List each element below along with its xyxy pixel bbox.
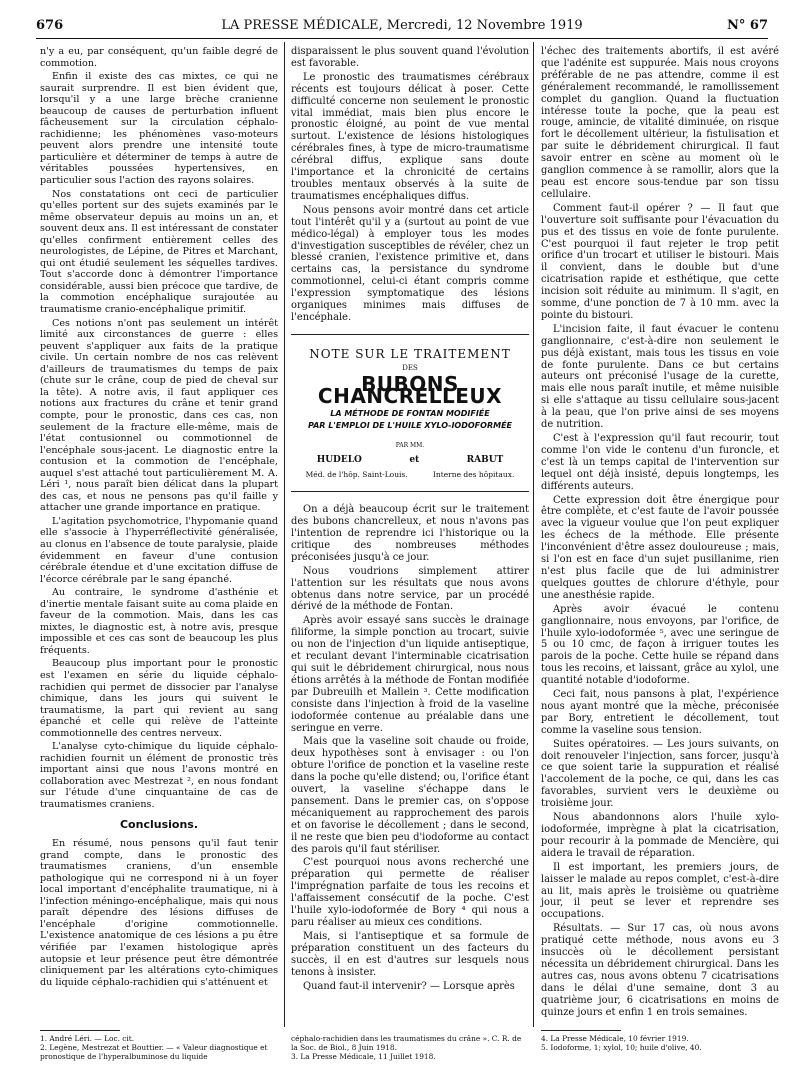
affiliations [293,469,527,481]
paragraph: Mais, si l'antiseptique et sa formule de préparation constituent un des facteurs du succès, il en est d'autres sur lesquels nous tenons à insister. [291,930,529,978]
paragraph: L'agitation psychomotrice, l'hypomanie quand elle s'associe à l'hyperréflectivité généralisée, au clonus en l'absence de toute paralysie, plaide évidemment en faveur d'une contusion cérébrale étendue et d'une excitation diffuse de l'écorce cérébrale par le sang épanché. [40,515,278,585]
paragraph: Il est important, les premiers jours, de laisser le malade au repos complet, c'est-à-dire au lit, mais après le troisième ou quatrième jour, il peut se lever et reprendre ses occupations. [541,861,779,921]
affiliation: Interne des hôpitaux. [432,470,515,480]
column-right [541,46,779,1021]
footnotes-middle [291,1030,529,1061]
issue-number: N° 67 [727,18,768,33]
paragraph: L'analyse cyto-chimique du liquide céphalo-rachidien fournit un élément de pronostic très important ainsi que nous l'avons montré en collaboration avec Mestrezat ², en nous fondant sur l'étude d'une cinquantaine de cas de traumatismes craniens. [40,741,278,810]
paragraph: Au contraire, le syndrome d'asthénie et d'inertie mentale faisant suite au coma plaide en faveur de la commotion. Mais, dans les cas mixtes, le diagnostic est, à notre avis, presque impossible et ces cas sont de beaucoup les plus fréquents. [40,587,278,656]
article-title-line: DES [402,363,418,372]
article-title-block [291,334,529,492]
paragraph: C'est à l'expression qu'il faut recourir, tout comme l'on vide le contenu d'un furoncle, et c'est là un temps capital de l'intervention sur lequel ont déjà insisté, depuis longtemps, les différents auteurs. [541,433,779,492]
footnote: 3. La Presse Médicale, 11 Juillet 1918. [291,1052,436,1061]
footnotes-right [541,1030,779,1052]
column-left [40,46,278,990]
journal-title: LA PRESSE MÉDICALE, Mercredi, 12 Novembre 1919 [221,18,583,33]
paragraph: En résumé, nous pensons qu'il faut tenir grand compte, dans le pronostic des traumatismes craniens, d'un ensemble pathologique qui ne correspond ni à un foyer local important d'encéphalite traumatique, ni à l'infection méningo-encéphalique, mais qui nous paraît dépendre des lésions diffuses de l'encéphale d'origine commotionnelle. L'existence anatomique de ces lésions a pu être vérifiée par l'examen histologique après autopsie et leur présence peut être démontrée cliniquement par les altérations cyto-chimiques du liquide céphalo-rachidien qui s'atténuent et [40,838,278,988]
author-name: RABUT [466,455,504,466]
paragraph: Cette expression doit être énergique pour être complète, et c'est faute de l'avoir poussée avec la vigueur voulue que l'on peut expliquer les échecs de la méthode. Elle présente l'inconvénient d'être assez douloureuse ; mais, si l'on est en face d'un sujet pusillanime, rien n'est plus facile que de lui administrer quelques gouttes de chlorure d'éthyle, pour une anesthésie rapide. [541,494,779,601]
footnote: 1. André Léri. — Loc. cit. [40,1034,135,1043]
paragraph: Beaucoup plus important pour le pronostic est l'examen en série du liquide céphalo-rachidien qui permet de dissocier par l'analyse chimique, dans les jours qui suivent le traumatisme, la part qui revient au sang épanché et celle qui relève de l'atteinte commotionnelle des centres nerveux. [40,658,278,739]
article-subtitle: PAR L'EMPLOI DE L'HUILE XYLO-IODOFORMÉE [307,421,512,431]
footnote: 5. Iodoforme, 1; xylol, 10; huile d'olive, 40. [541,1043,702,1052]
column-divider [284,42,285,1027]
paragraph: Comment faut-il opérer ? — Il faut que l'ouverture soit suffisante pour l'évacuation du pus et des tissus en voie de fonte purulente. C'est pourquoi il faut rejeter le trop petit orifice d'un trocart et utiliser le bistouri. Mais il convient, dans le double but d'une cicatrisation rapide et esthétique, que cette incision soit réduite au minimum. Il s'agit, en somme, d'une ponction de 7 à 10 mm. avec la pointe du bistouri. [541,202,779,321]
author-name: HUDELO [316,455,362,466]
authors [293,455,527,467]
footnote-rule [541,1030,621,1031]
affiliation: Méd. de l'hôp. Saint-Louis. [305,470,408,480]
column-middle [291,46,529,994]
author-conjunction: et [409,455,420,466]
paragraph: Ces notions n'ont pas seulement un intérêt limité aux circonstances de guerre : elles peuvent s'appliquer aux faits de la pratique civile. Un certain nombre de nos cas relèvent d'ailleurs de traumatismes du temps de paix (chute sur le crâne, coup de pied de cheval sur la tête). A notre avis, il faut appliquer ces notions aux fractures du crâne et tenir grand compte, pour le pronostic, dans ces cas, non seulement de la fracture elle-même, mais de l'état contusionnel ou commotionnel de l'encéphale sous-jacent. Le diagnostic entre la contusion et la commotion de l'encéphale, auquel s'est attaché tout particulièrement M. A. Léri ¹, nous paraît bien délicat dans la plupart des cas, et nous ne pensons pas qu'il faille y attacher une grande importance en pratique. [40,317,278,514]
article-title-main: BUBONS CHANCRELLEUX [317,371,503,408]
paragraph: Nous voudrions simplement attirer l'attention sur les résultats que nous avons obtenus dans notre service, par un procédé dérivé de la méthode de Fontan. [291,565,529,613]
paragraph: L'incision faite, il faut évacuer le contenu ganglionnaire, c'est-à-dire non seulement le pus déjà existant, mais tous les tissus en voie de fonte purulente. Dans ce but certains auteurs ont préconisé l'usage de la curette, mais elle nous paraît inutile, et même nuisible si elle s'attaque au tissu cellulaire sous-jacent à la peau, que l'on prive ainsi de ses moyens de nutrition. [541,323,779,431]
footnote: 4. La Presse Médicale, 10 février 1919. [541,1034,689,1043]
paragraph: Après avoir essayé sans succès le drainage filiforme, la simple ponction au trocart, suivie ou non de l'injection d'un liquide antiseptique, et reculant devant l'interminable cicatrisation qui suit le débridement chirurgical, nous nous étions arrêtés à la méthode de Fontan modifiée par Dubreuilh et Mallein ³. Cette modification consiste dans l'injection à froid de la vaseline iodoformée contenue au préalable dans une seringue en verre. [291,615,529,734]
footnotes-left [40,1030,278,1061]
paragraph: Quand faut-il intervenir? — Lorsque après [303,980,515,992]
paragraph: Nous pensons avoir montré dans cet article tout l'intérêt qu'il y a (surtout au point de vue médico-légal) à employer tous les modes d'investigation susceptibles de révéler, chez un blessé cranien, l'existence primitive et, dans certains cas, la persistance du syndrome commotionnel, celui-ci étant compris comme l'expression symptomatique des lésions organiques minimes mais diffuses de l'encéphale. [291,204,529,323]
paragraph: Nos constatations ont ceci de particulier qu'elles portent sur des sujets examinés par le même observateur depuis au moins un an, et souvent deux ans. Il est intéressant de constater qu'elles confirment entièrement celles des neurologistes, de Lépine, de Pitres et Marchant, qui ont étudié seulement les séquelles tardives. Tout s'accorde donc à démontrer l'importance considérable, aussi bien précoce que tardive, de la commotion encéphalique surajoutée au traumatisme cranio-encéphalique primitif. [40,188,278,316]
paragraph: Résultats. — Sur 17 cas, où nous avons pratiqué cette méthode, nous avons eu 3 insuccès où le décollement persistant nécessita un débridement chirurgical. Dans les autres cas, nous avons obtenu 7 cicatrisations dans le délai d'une semaine, dont 3 au quatrième jour, 6 cicatrisations en moins de quinze jours et enfin 1 en trois semaines. [541,923,779,1018]
article-title-line: NOTE SUR LE TRAITEMENT [309,346,511,361]
page-number: 676 [36,18,64,33]
article-subtitle: LA MÉTHODE DE FONTAN MODIFIÉE [330,409,490,419]
paragraph: Enfin il existe des cas mixtes, ce qui ne saurait surprendre. Il est bien évident que, lorsqu'il y a une large brèche cranienne beaucoup de causes de perturbation influent fâcheusement sur la circulation céphalo-rachidienne; les phénomènes vaso-moteurs peuvent alors prendre une intensité toute particulière et déterminer de temps à autre de véritables poussées hypertensives, en particulier sous l'action des rayons solaires. [40,71,278,187]
footnote: céphalo-rachidien dans les traumatismes du crâne ». C. R. de la Soc. de Biol., 8 Juin 1918. [291,1034,522,1052]
paragraph: disparaissent le plus souvent quand l'évolution est favorable. [291,46,529,69]
paragraph: Suites opératoires. — Les jours suivants, on doit renouveler l'injection, sans forcer, jusqu'à ce que soient tarie la suppuration et réalisé l'accolement de la poche, ce qui, dans les cas favorables, survient vers le deuxième ou troisième jour. [541,738,779,810]
page-header [36,16,768,39]
paragraph: Après avoir évacué le contenu ganglionnaire, nous envoyons, par l'orifice, de l'huile xylo-iodoformée ⁵, avec une seringue de 5 ou 10 cmc, de façon à irriguer toutes les parois de la poche. Cette huile se répand dans tous les recoins, et laissant, grâce au xylol, une quantité notable d'iodoforme. [541,603,779,687]
column-divider [533,42,534,1027]
footnote-rule [40,1030,120,1031]
paragraph: C'est pourquoi nous avons recherché une préparation qui permette de réaliser l'imprégnation parfaite de tous les recoins et l'affaissement consécutif de la poche. C'est l'huile xylo-iodoformée de Bory ⁴ qui nous a paru réaliser au mieux ces conditions. [291,857,529,928]
paragraph: Ceci fait, nous pansons à plat, l'expérience nous ayant montré que la mèche, préconisée par Bory, entretient le décollement, tout comme la vaseline sous tension. [541,689,779,736]
paragraph: n'y a eu, par conséquent, qu'un faible degré de commotion. [40,46,278,69]
section-heading-conclusions: Conclusions. [119,817,198,831]
byline-par: PAR MM. [395,442,425,450]
paragraph: On a déjà beaucoup écrit sur le traitement des bubons chancrelleux, et nous n'avons pas l'intention de reprendre ici l'historique ou la critique des nombreuses méthodes préconisées jusqu'à ce jour. [291,504,529,563]
paragraph: l'échec des traitements abortifs, il est avéré que l'adénite est suppurée. Mais nous croyons préférable de ne pas attendre, comme il est généralement recommandé, le ramollissement complet du ganglion. Quand la fluctuation intéresse toute la poche, que la peau est rouge, amincie, de vitalité diminuée, on risque fort le décollement ultérieur, la fistulisation et par suite le débridement chirurgical. Il faut savoir entrer en scène au moment où le ganglion commence à se ramollir, alors que la peau est encore sous-tendue par son tissu cellulaire. [541,46,779,200]
paragraph: Mais que la vaseline soit chaude ou froide, deux hypothèses sont à envisager : ou l'on obture l'orifice de ponction et la vaseline reste dans la poche qu'elle distend; ou, l'orifice étant ouvert, la vaseline s'échappe dans le pansement. Dans le premier cas, on s'oppose mécaniquement au rapprochement des parois et on favorise le décollement ; dans le second, il ne reste que bien peu d'iodoforme au contact des parois qu'il faut stériliser. [291,736,529,855]
paragraph: Le pronostic des traumatismes cérébraux récents est toujours délicat à poser. Cette difficulté concerne non seulement le pronostic vital immédiat, mais bien plus encore le pronostic éloigné, au point de vue mental surtout. L'existence de lésions histologiques cérébrales fines, à type de micro-traumatisme cérébral diffus, explique sans doute l'importance et la chronicité de certains troubles mentaux observés à la suite de traumatismes encéphaliques diffus. [291,71,529,202]
footnote: 2. Legène, Mestrezat et Bouttier. — « Valeur diagnostique et pronostique de l'hyperalbuminose du liquide [40,1043,268,1061]
paragraph: Nous abandonnons alors l'huile xylo-iodoformée, imprègne à plat la cicatrisation, pour recourir à la pommade de Mencière, qui aidera le travail de réparation. [541,812,779,859]
